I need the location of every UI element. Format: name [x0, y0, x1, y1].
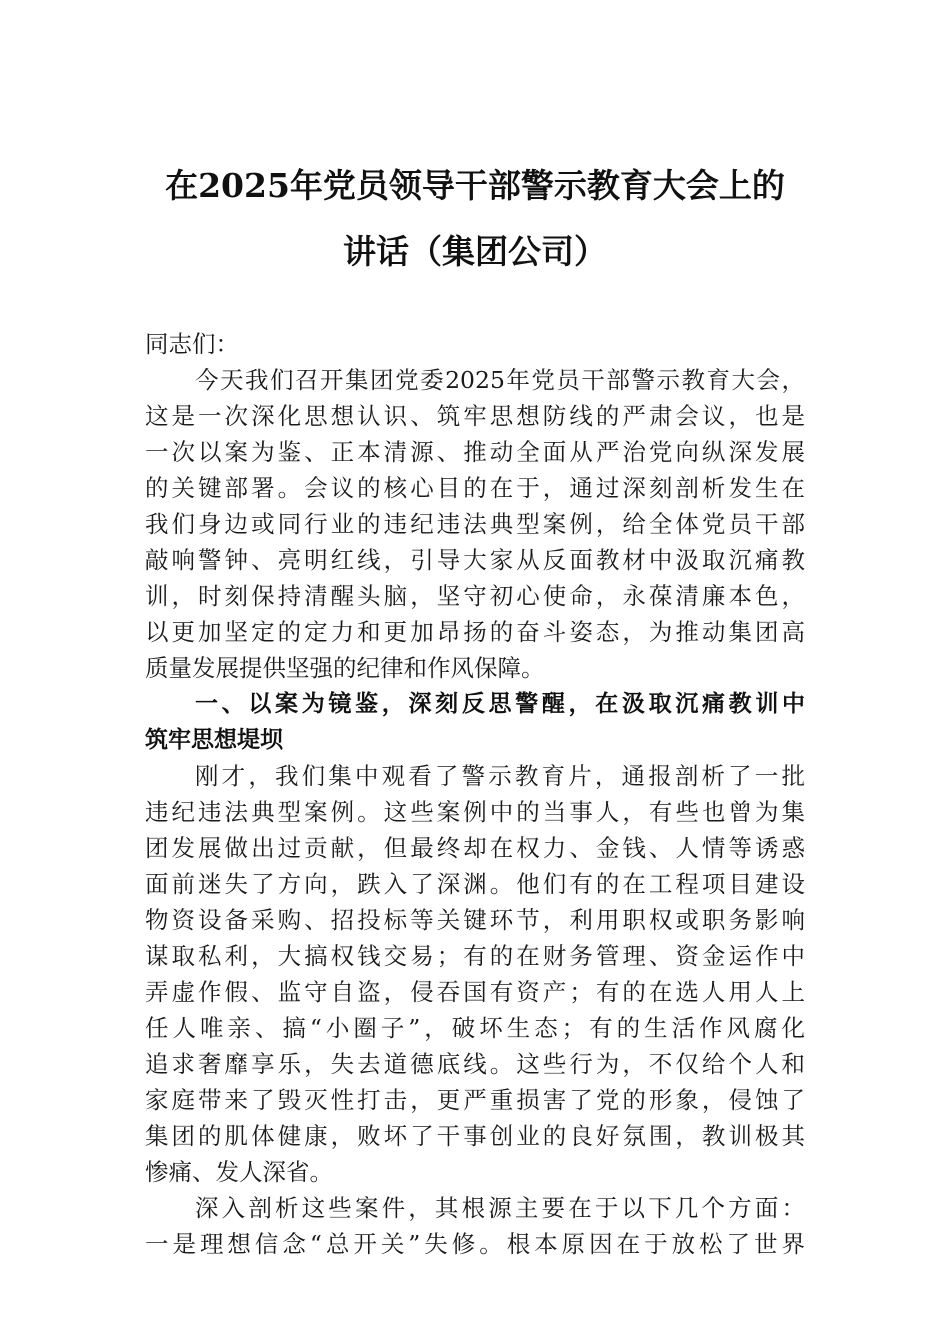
- paragraph-1-line: 这是一次深化思想认识、筑牢思想防线的严肃会议，也是: [145, 402, 805, 430]
- section-heading-line: 筑牢思想堤坝: [145, 727, 283, 753]
- paragraph-2-line: 团发展做出过贡献，但最终却在权力、金钱、人情等诱惑: [145, 834, 805, 862]
- document-title-line-2: 讲话（集团公司）: [343, 232, 607, 271]
- paragraph-2-line: 家庭带来了毁灭性打击，更严重损害了党的形象，侵蚀了: [145, 1086, 805, 1114]
- paragraph-2-line: 面前迷失了方向，跌入了深渊。他们有的在工程项目建设: [145, 870, 805, 898]
- paragraph-1-line: 一次以案为鉴、正本清源、推动全面从严治党向纵深发展: [145, 438, 805, 466]
- paragraph-2-line: 物资设备采购、招投标等关键环节，利用职权或职务影响: [145, 906, 805, 934]
- salutation: 同志们：: [145, 330, 239, 358]
- paragraph-2-line: 刚才，我们集中观看了警示教育片，通报剖析了一批: [195, 762, 805, 790]
- paragraph-1-line: 以更加坚定的定力和更加昂扬的奋斗姿态，为推动集团高: [145, 618, 805, 646]
- paragraph-1-line: 的关键部署。会议的核心目的在于，通过深刻剖析发生在: [145, 474, 805, 502]
- document-body: [145, 326, 805, 1262]
- paragraph-2-line: 惨痛、发人深省。: [145, 1158, 333, 1186]
- paragraph-1-line: 训，时刻保持清醒头脑，坚守初心使命，永葆清廉本色，: [145, 582, 805, 610]
- paragraph-3-line: 深入剖析这些案件，其根源主要在于以下几个方面：: [195, 1194, 805, 1222]
- paragraph-1-line: 质量发展提供坚强的纪律和作风保障。: [145, 654, 545, 682]
- paragraph-2-line: 违纪违法典型案例。这些案例中的当事人，有些也曾为集: [145, 798, 805, 826]
- paragraph-1-line: 今天我们召开集团党委2025年党员干部警示教育大会，: [195, 366, 805, 394]
- document-title-line-1: 在2025年党员领导干部警示教育大会上的: [165, 166, 785, 205]
- paragraph-3-line: 一是理想信念“总开关”失修。根本原因在于放松了世界: [145, 1230, 805, 1258]
- section-heading-line: 一、以案为镜鉴，深刻反思警醒，在汲取沉痛教训中: [195, 691, 805, 717]
- paragraph-1-line: 敲响警钟、亮明红线，引导大家从反面教材中汲取沉痛教: [145, 546, 805, 574]
- paragraph-2-line: 集团的肌体健康，败坏了干事创业的良好氛围，教训极其: [145, 1122, 805, 1150]
- paragraph-2-line: 谋取私利，大搞权钱交易；有的在财务管理、资金运作中: [145, 942, 805, 970]
- paragraph-2-line: 追求奢靡享乐，失去道德底线。这些行为，不仅给个人和: [145, 1050, 805, 1078]
- paragraph-2-line: 任人唯亲、搞“小圈子”，破坏生态；有的生活作风腐化: [145, 1014, 805, 1042]
- paragraph-2-line: 弄虚作假、监守自盗，侵吞国有资产；有的在选人用人上: [145, 978, 805, 1006]
- paragraph-1-line: 我们身边或同行业的违纪违法典型案例，给全体党员干部: [145, 510, 805, 538]
